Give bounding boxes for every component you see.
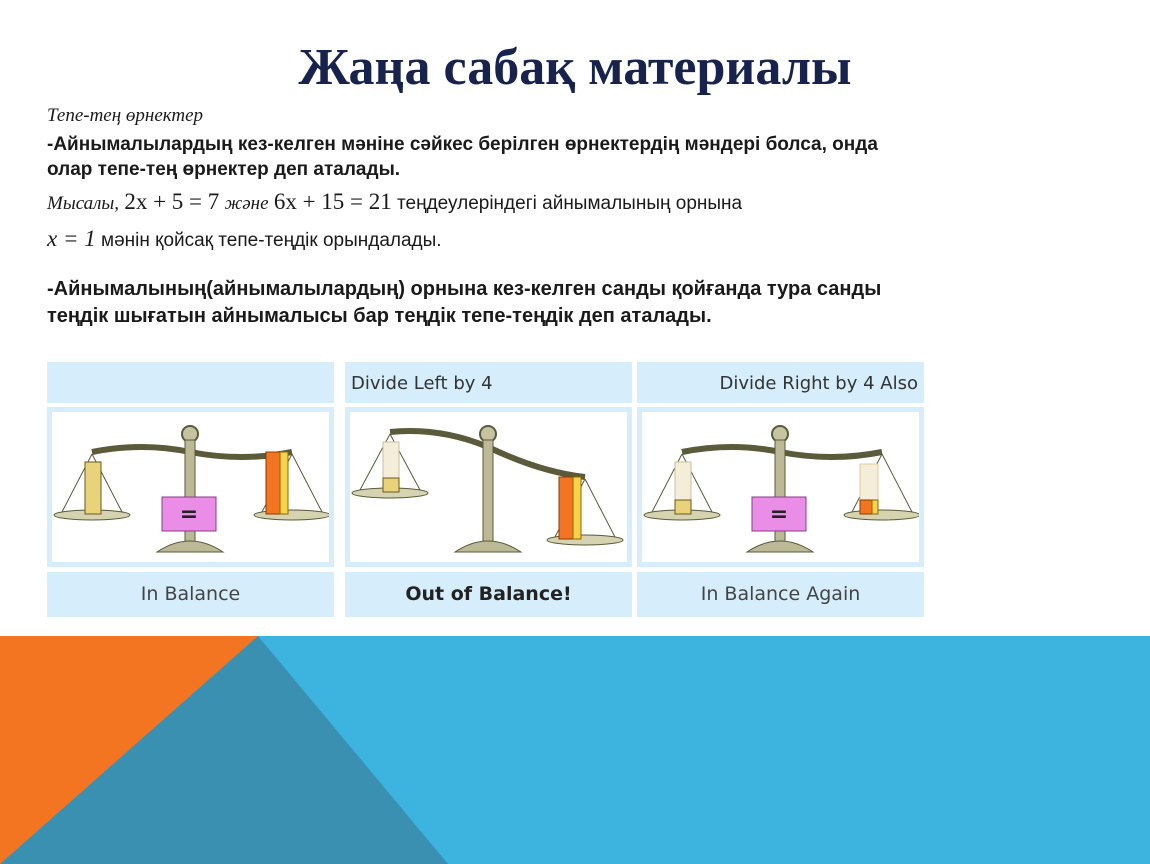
balance-scale-image bbox=[637, 407, 924, 567]
slide-title: Жаңа сабақ материалы bbox=[298, 39, 852, 96]
identity-paragraph: -Айнымалының(айнымалылардың) орнына кез-келген санды қойғанда тура санды теңдік шығатын айнымалысы бар теңдік тепе-теңдік деп аталады. bbox=[47, 278, 882, 327]
balance-panel-in-balance-again bbox=[637, 362, 924, 617]
tilted-scale-icon bbox=[350, 412, 627, 562]
example-value: x = 1 bbox=[47, 226, 96, 251]
example-tail: теңдеулеріндегі айнымалының орнына bbox=[397, 193, 743, 214]
example-conj: және bbox=[224, 193, 269, 214]
panel-caption: In Balance Again bbox=[637, 572, 924, 617]
balance-scale-image bbox=[47, 407, 334, 567]
panel-caption: In Balance bbox=[47, 572, 334, 617]
definition-paragraph: -Айнымалылардың кез-келген мәніне сәйкес берілген өрнектердің мәндері болса, онда олар тепе-тең өрнектер деп аталады. bbox=[47, 134, 878, 180]
example-tail-2: мәнін қойсақ тепе-теңдік орындалады. bbox=[101, 230, 442, 251]
equation-1: 2x + 5 = 7 bbox=[124, 189, 220, 214]
example-line-2 bbox=[47, 226, 907, 252]
panel-header bbox=[47, 362, 334, 405]
svg-text:=: = bbox=[179, 502, 199, 527]
balance-scale-image bbox=[345, 407, 632, 567]
decorative-bottom-band bbox=[0, 636, 1150, 864]
panel-header: Divide Left by 4 bbox=[345, 362, 632, 405]
balance-panel-out-of-balance bbox=[345, 362, 632, 617]
svg-text:=: = bbox=[769, 502, 789, 527]
panel-caption: Out of Balance! bbox=[345, 572, 632, 617]
balance-scale-icon bbox=[52, 412, 329, 562]
panel-header: Divide Right by 4 Also bbox=[637, 362, 924, 405]
example-line bbox=[47, 189, 907, 217]
example-lead: Мысалы, bbox=[47, 193, 120, 214]
subheading: Тепе-тең өрнектер bbox=[47, 105, 204, 126]
balance-panel-in-balance bbox=[47, 362, 334, 617]
equation-2: 6x + 15 = 21 bbox=[273, 189, 392, 214]
balance-scale-icon bbox=[642, 412, 919, 562]
